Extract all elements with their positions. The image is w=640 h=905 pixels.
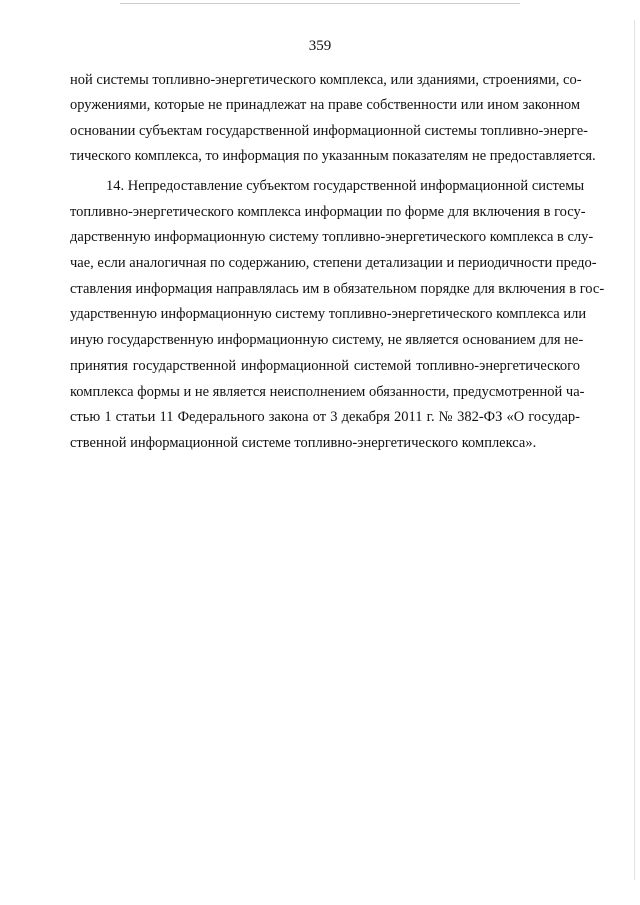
paragraph-line: стью 1 статьи 11 Федерального закона от 3 декабря 2011 г. № 382-ФЗ «О государ- [70, 409, 580, 425]
scan-edge-top [120, 3, 520, 4]
paragraph-line: принятия государственной информационной системой топливно-энергетического [70, 358, 580, 374]
paragraph-line: 14. Непредоставление субъектом государственной информационной системы [106, 178, 585, 194]
paragraph-line: тического комплекса, то информация по указанным показателям не предоставляется. [70, 148, 596, 164]
paragraph-line: иную государственную информационную систему, не является основанием для не- [70, 332, 584, 348]
paragraph-line: ударственную информационную систему топливно-энергетического комплекса или [70, 306, 587, 322]
paragraph-line: ной системы топливно-энергетического комплекса, или зданиями, строениями, со- [70, 72, 582, 88]
page-number: 359 [308, 38, 332, 54]
paragraph-line: оружениями, которые не принадлежат на праве собственности или ином законном [70, 97, 580, 113]
paragraph-line: топливно-энергетического комплекса информации по форме для включения в госу- [70, 204, 586, 220]
paragraph-line: ставления информация направлялась им в обязательном порядке для включения в гос- [70, 281, 605, 297]
paragraph-line: комплекса формы и не является неисполнением обязанности, предусмотренной ча- [70, 384, 585, 400]
paragraph-line: ственной информационной системе топливно-энергетического комплекса». [70, 435, 537, 451]
paragraph-line: основании субъектам государственной информационной системы топливно-энерге- [70, 123, 588, 139]
scan-edge-right [634, 20, 635, 880]
paragraph-line: чае, если аналогичная по содержанию, степени детализации и периодичности предо- [70, 255, 597, 271]
paragraph-line: дарственную информационную систему топливно-энергетического комплекса в слу- [70, 229, 594, 245]
